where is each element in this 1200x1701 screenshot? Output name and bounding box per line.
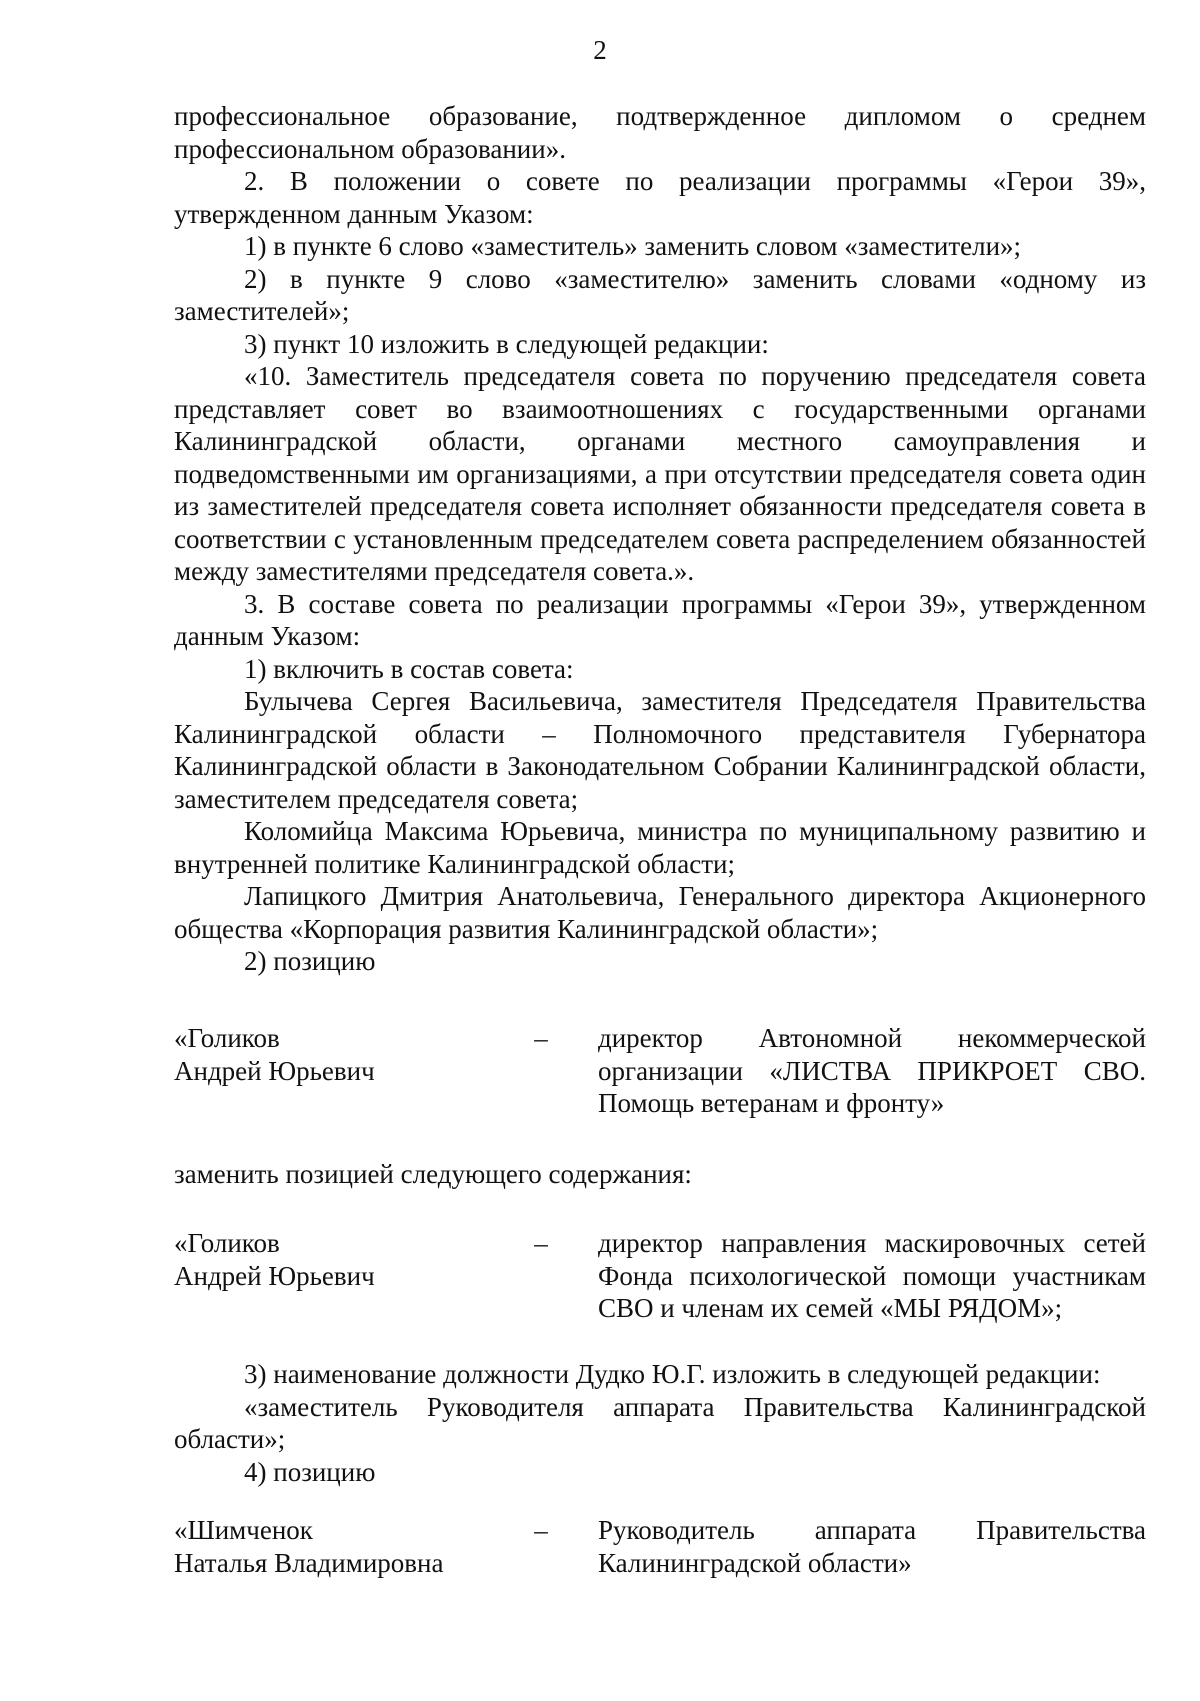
position-description: директор направления маскировочных сетей Фонда психологической помощи участникам СВО и членам их семей «МЫ РЯДОМ»; <box>598 1228 1146 1323</box>
person-name: «Голиков Андрей Юрьевич <box>174 1228 375 1291</box>
position-description: Руководитель аппарата Правительства Калининградской области» <box>598 1515 1146 1578</box>
paragraph: Лапицкого Дмитрия Анатольевича, Генерального директора Акционерного общества «Корпорация развития Калининградской области»; <box>174 881 1146 944</box>
paragraph: 3) наименование должности Дудко Ю.Г. изложить в следующей редакции: <box>244 1359 1101 1389</box>
paragraph: 3) пункт 10 изложить в следующей редакции: <box>244 328 769 359</box>
person-name: «Шимченок Наталья Владимировна <box>174 1515 444 1578</box>
paragraph: Булычева Сергея Васильевича, заместителя Председателя Правительства Калининградской области – Полномочного представителя Губернатора Калининградской области в Законодательном Собрании Калининградской области, заместителем председателя совета; <box>174 686 1146 814</box>
paragraph: 1) включить в состав совета: <box>244 653 574 684</box>
dash: – <box>534 1228 548 1258</box>
paragraph: профессиональное образование, подтвержденное дипломом о среднем профессиональном образовании». <box>174 101 1146 164</box>
body-text-block-1 <box>174 100 1146 978</box>
paragraph: 2) в пункте 9 слово «заместителю» заменить словами «одному из заместителей»; <box>174 263 1146 326</box>
paragraph: «заместитель Руководителя аппарата Правительства Калининградской области»; <box>174 1391 1146 1454</box>
paragraph: 2) позицию <box>244 946 376 976</box>
paragraph: «10. Заместитель председателя совета по поручению председателя совета представляет совет во взаимоотношениях с государственными органами Калининградской области, органами местного самоуправления и подведомственными им организациями, а при отсутствии председателя совета один из заместителей председателя совета исполняет обязанности председателя совета в соответствии с установленным председателем совета распределением обязанностей между заместителями председателя совета.». <box>174 361 1146 586</box>
person-name: «Голиков Андрей Юрьевич <box>174 1023 375 1086</box>
paragraph: 2. В положении о совете по реализации программы «Герои 39», утвержденном данным Указом: <box>174 166 1146 229</box>
paragraph: заменить позицией следующего содержания: <box>174 1159 692 1189</box>
replace-instruction <box>174 1158 1146 1191</box>
dash: – <box>534 1023 548 1053</box>
paragraph: 3. В составе совета по реализации программы «Герои 39», утвержденном данным Указом: <box>174 588 1146 651</box>
paragraph: 1) в пункте 6 слово «заместитель» заменить словом «заместители»; <box>244 231 1022 261</box>
dash: – <box>534 1515 548 1545</box>
page-number: 2 <box>593 35 607 65</box>
paragraph: Коломийца Максима Юрьевича, министра по муниципальному развитию и внутренней политике Калининградской области; <box>174 816 1146 879</box>
body-text-block-2 <box>174 1358 1146 1488</box>
paragraph: 4) позицию <box>244 1456 376 1487</box>
position-description: директор Автономной некоммерческой организации «ЛИСТВА ПРИКРОЕТ СВО. Помощь ветеранам и фронту» <box>598 1023 1146 1118</box>
